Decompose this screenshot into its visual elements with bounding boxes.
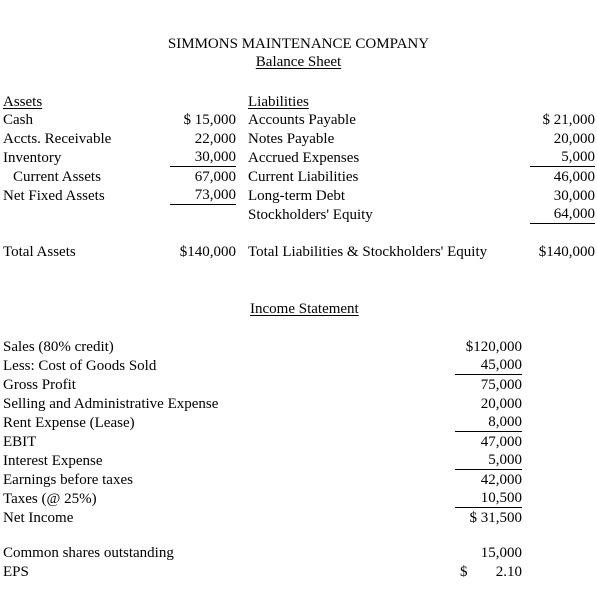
income-row-label: Net Income: [3, 510, 74, 526]
asset-row-value: 73,000: [170, 187, 236, 205]
assets-header: Assets: [3, 94, 43, 110]
asset-row-label: Inventory: [3, 150, 62, 166]
income-row-label: Sales (80% credit): [3, 339, 114, 355]
eps-value: 2.10: [495, 564, 522, 580]
asset-row-label: Net Fixed Assets: [3, 188, 105, 204]
income-row-value: $120,000: [465, 339, 522, 355]
income-row-value: $ 31,500: [469, 510, 522, 526]
asset-row-value: 30,000: [170, 149, 236, 167]
liability-row-value: 20,000: [553, 131, 595, 147]
total-assets-value: $140,000: [179, 244, 236, 260]
liability-row-value: 30,000: [553, 188, 595, 204]
liability-row-value: 64,000: [530, 206, 595, 224]
income-row-value: 45,000: [455, 357, 522, 375]
income-row-label: Interest Expense: [3, 453, 103, 469]
liability-row-label: Stockholders' Equity: [248, 207, 373, 223]
total-liabilities-label: Total Liabilities & Stockholders' Equity: [248, 244, 488, 260]
asset-row-value: 22,000: [194, 131, 236, 147]
liability-row-label: Accrued Expenses: [248, 150, 360, 166]
income-row-value: 20,000: [480, 396, 522, 412]
liability-row-label: Current Liabilities: [248, 169, 359, 185]
balance-sheet-title: Balance Sheet: [255, 54, 342, 70]
liability-row-value: $ 21,000: [542, 112, 595, 128]
liability-row-label: Accounts Payable: [248, 112, 356, 128]
income-row-label: EBIT: [3, 434, 37, 450]
liability-row-value: 5,000: [530, 149, 595, 167]
income-row-value: 47,000: [480, 434, 522, 450]
income-row-value: 42,000: [480, 472, 522, 488]
asset-row-value: 67,000: [194, 169, 236, 185]
asset-row-label: Current Assets: [13, 169, 101, 185]
asset-row-label: Accts. Receivable: [3, 131, 112, 147]
eps-label: EPS: [3, 564, 29, 580]
income-row-value: 75,000: [480, 377, 522, 393]
total-assets-label: Total Assets: [3, 244, 76, 260]
asset-row-label: Cash: [3, 112, 33, 128]
income-row-label: Gross Profit: [3, 377, 76, 393]
income-row-label: Earnings before taxes: [3, 472, 133, 488]
income-row-label: Selling and Administrative Expense: [3, 396, 219, 412]
income-row-label: Rent Expense (Lease): [3, 415, 135, 431]
income-row-label: Taxes (@ 25%): [3, 491, 97, 507]
income-row-value: 5,000: [455, 452, 522, 470]
liability-row-label: Long-term Debt: [248, 188, 346, 204]
liability-row-value: 46,000: [553, 169, 595, 185]
income-statement-title: Income Statement: [250, 301, 359, 317]
company-name: SIMMONS MAINTENANCE COMPANY: [167, 36, 430, 52]
shares-value: 15,000: [480, 545, 522, 561]
eps-dollar: $: [460, 564, 468, 580]
liability-row-label: Notes Payable: [248, 131, 335, 147]
liabilities-header: Liabilities: [248, 94, 309, 110]
shares-label: Common shares outstanding: [3, 545, 174, 561]
asset-row-value: $ 15,000: [183, 112, 236, 128]
income-row-value: 8,000: [455, 414, 522, 432]
total-liabilities-value: $140,000: [538, 244, 595, 260]
income-row-value: 10,500: [455, 490, 522, 508]
income-row-label: Less: Cost of Goods Sold: [3, 358, 157, 374]
